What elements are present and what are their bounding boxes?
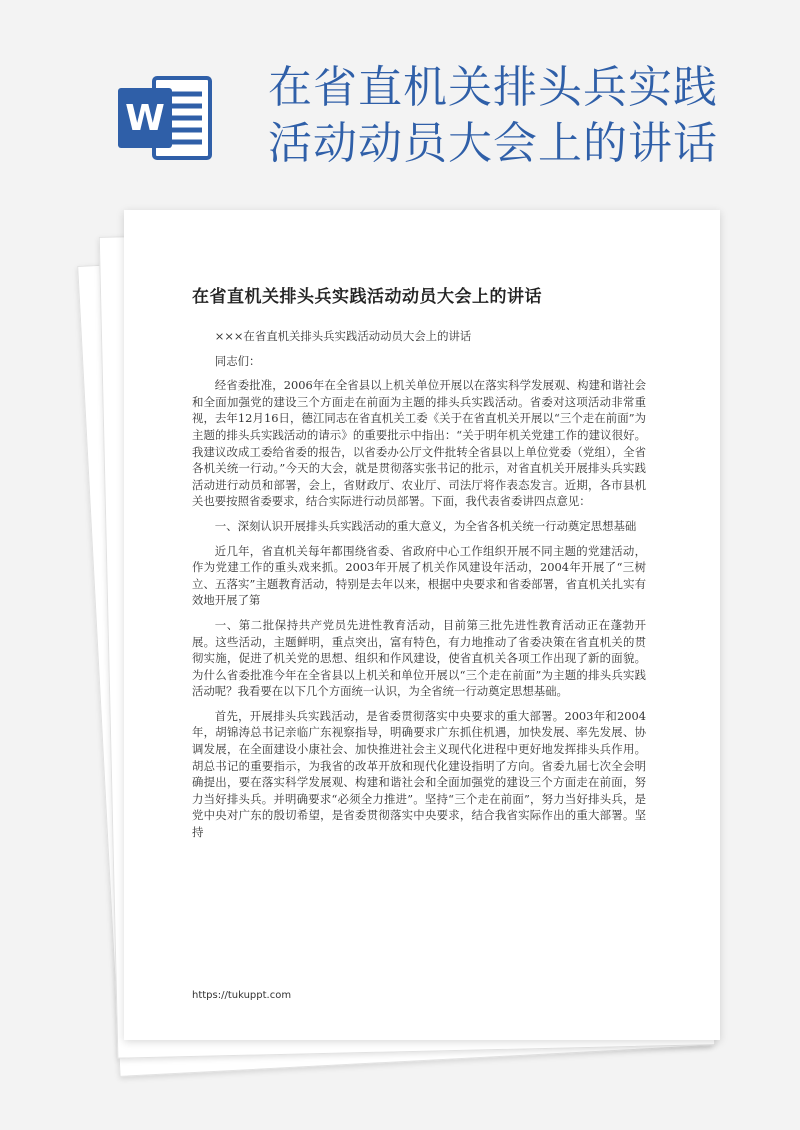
paragraph: 近几年，省直机关每年都围绕省委、省政府中心工作组织开展不同主题的党建活动，作为党建工作的重头戏来抓。2003年开展了机关作风建设年活动，2004年开展了“三树立、五落实”主题教育活动，特别是去年以来，根据中央要求和省委部署，省直机关扎实有效地开展了第 <box>192 543 646 608</box>
salutation: 同志们： <box>214 353 261 368</box>
document-page <box>124 210 720 1040</box>
svg-text:W: W <box>125 98 165 139</box>
document-body <box>192 328 646 849</box>
paragraph: 经省委批准，2006年在全省县以上机关单位开展以在落实科学发展观、构建和谐社会和全面加强党的建设三个方面走在前面为主题的排头兵实践活动。省委对这项活动非常重视，去年12月16日，德江同志在省直机关工委《关于在省直机关开展以“三个走在前面”为主题的排头兵实践活动的请示》的重要批示中指出：“关于明年机关党建工作的建议很好。我建议改成工委给省委的报告，以省委办公厅文件批转全省县以上单位党委（党组），全省各机关统一行动。”今天的大会，就是贯彻落实张书记的批示，对省直机关开展排头兵实践活动进行动员和部署，会上，省财政厅、农业厅、司法厅将作表态发言。近期，各市县机关也要按照省委要求，结合实际进行动员部署。下面，我代表省委讲四点意见： <box>192 378 646 509</box>
footer-url: https://tukuppt.com <box>192 990 292 1001</box>
banner-title <box>268 60 768 172</box>
paragraph: 一、第二批保持共产党员先进性教育活动，目前第三批先进性教育活动正在蓬勃开展。这些活动，主题鲜明，重点突出，富有特色，有力地推动了省委决策在省直机关的贯彻实施，促进了机关党的思想、组织和作风建设，使省直机关各项工作出现了新的面貌。为什么省委批准今年在全省县以上机关和单位开展以“三个走在前面”为主题的排头兵实践活动呢？我看要在以下几个方面统一认识，为全省统一行动奠定思想基础。 <box>192 617 646 699</box>
author-line: ×××在省直机关排头兵实践活动动员大会上的讲话 <box>214 329 472 343</box>
paragraph: 首先，开展排头兵实践活动，是省委贯彻落实中央要求的重大部署。2003年和2004年，胡锦涛总书记亲临广东视察指导，明确要求广东抓住机遇，加快发展、率先发展、协调发展，在全面建设小康社会、加快推进社会主义现代化进程中更好地发挥排头兵作用。胡总书记的重要指示，为我省的改革开放和现代化建设指明了方向。省委九届七次全会明确提出，要在落实科学发展观、构建和谐社会和全面加强党的建设三个方面走在前面，努力当好排头兵。并明确要求“必须全力推进”。坚持“三个走在前面”，努力当好排头兵，是党中央对广东的殷切希望，是省委贯彻落实中央要求，结合我省实际作出的重大部署。坚持 <box>192 708 646 840</box>
banner-title-line-1: 在省直机关排头兵实践 <box>268 62 718 113</box>
page-title: 在省直机关排头兵实践活动动员大会上的讲话 <box>192 287 542 307</box>
word-document-icon <box>116 74 212 162</box>
banner-title-line-2: 活动动员大会上的讲话 <box>268 118 718 169</box>
section-heading: 一、深刻认识开展排头兵实践活动的重大意义，为全省各机关统一行动奠定思想基础 <box>214 518 637 533</box>
